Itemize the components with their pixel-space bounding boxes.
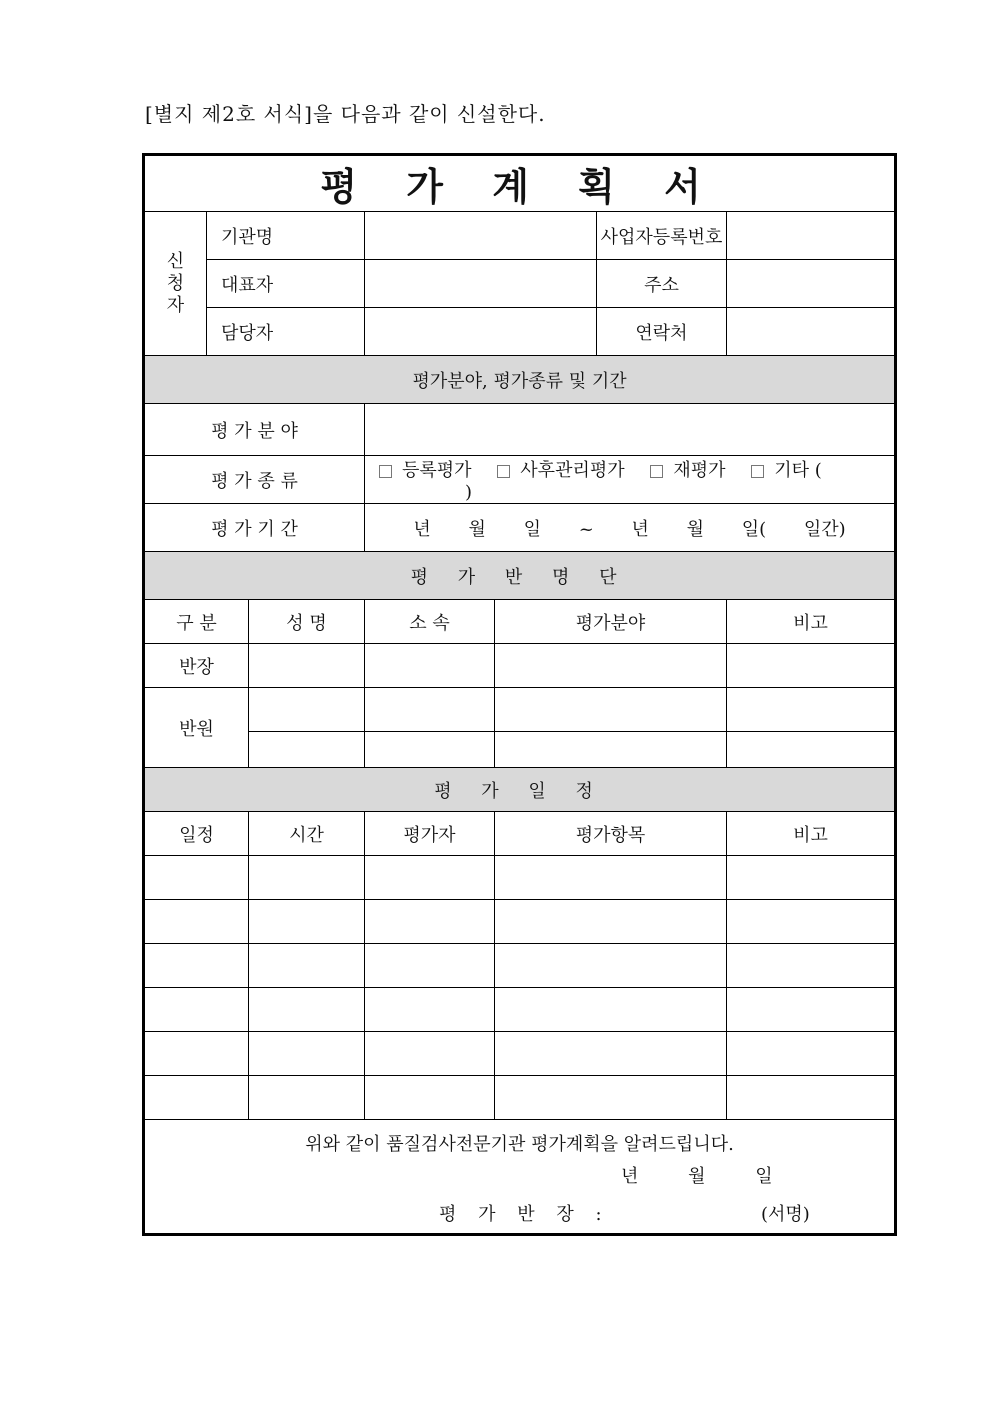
team-cell[interactable] <box>365 644 495 688</box>
schedule-row <box>145 944 895 988</box>
schedule-cell[interactable] <box>495 988 727 1032</box>
schedule-cell[interactable] <box>495 856 727 900</box>
applicant-group-label: 신 청 자 <box>145 212 207 356</box>
signature-mark[interactable]: (서명) <box>760 1204 810 1225</box>
schedule-header: 평 가 일 정 <box>145 768 895 812</box>
team-cell[interactable] <box>365 688 495 732</box>
checkbox-re-evaluation[interactable] <box>650 465 663 478</box>
business-number-label: 사업자등록번호 <box>597 212 727 260</box>
checkbox-other[interactable] <box>751 465 764 478</box>
signer-label: 평 가 반 장 : <box>439 1204 610 1225</box>
schedule-cell[interactable] <box>145 1076 249 1120</box>
option-other-close: ) <box>465 482 473 503</box>
schedule-col-time: 시간 <box>249 812 365 856</box>
schedule-col-date: 일정 <box>145 812 249 856</box>
schedule-cell[interactable] <box>727 856 895 900</box>
schedule-row <box>145 1076 895 1120</box>
schedule-cell[interactable] <box>365 856 495 900</box>
org-name-label: 기관명 <box>207 212 365 260</box>
eval-field-label: 평 가 분 야 <box>145 404 365 456</box>
phone-label: 연락처 <box>597 308 727 356</box>
footer-date[interactable]: 년 월 일 <box>621 1166 773 1187</box>
schedule-cell[interactable] <box>145 988 249 1032</box>
representative-label: 대표자 <box>207 260 365 308</box>
option-post-management: 사후관리평가 <box>520 460 625 481</box>
evaluation-plan-form <box>144 155 895 1234</box>
schedule-row <box>145 900 895 944</box>
schedule-cell[interactable] <box>727 1032 895 1076</box>
org-name-field[interactable] <box>365 212 597 260</box>
option-registration: 등록평가 <box>402 460 472 481</box>
team-col-field: 평가분야 <box>495 600 727 644</box>
schedule-cell[interactable] <box>495 944 727 988</box>
schedule-cell[interactable] <box>727 944 895 988</box>
schedule-cell[interactable] <box>727 988 895 1032</box>
footer-notice: 위와 같이 품질검사전문기관 평가계획을 알려드립니다. <box>305 1134 734 1155</box>
eval-type-options <box>365 456 895 504</box>
schedule-row <box>145 856 895 900</box>
team-col-division: 구 분 <box>145 600 249 644</box>
schedule-cell[interactable] <box>727 900 895 944</box>
footer-signature-line <box>439 1200 810 1226</box>
schedule-col-evaluator: 평가자 <box>365 812 495 856</box>
option-re-evaluation: 재평가 <box>673 460 726 481</box>
team-cell[interactable] <box>727 732 895 768</box>
team-col-note: 비고 <box>727 600 895 644</box>
schedule-cell[interactable] <box>249 988 365 1032</box>
contact-person-label: 담당자 <box>207 308 365 356</box>
team-cell[interactable] <box>249 688 365 732</box>
schedule-cell[interactable] <box>495 1032 727 1076</box>
eval-period-label: 평 가 기 간 <box>145 504 365 552</box>
address-label: 주소 <box>597 260 727 308</box>
team-cell[interactable] <box>727 688 895 732</box>
schedule-cell[interactable] <box>495 900 727 944</box>
team-cell[interactable] <box>249 644 365 688</box>
team-col-affiliation: 소 속 <box>365 600 495 644</box>
form-title: 평 가 계 획 서 <box>145 156 895 212</box>
phone-field[interactable] <box>727 308 895 356</box>
schedule-cell[interactable] <box>249 1076 365 1120</box>
contact-person-field[interactable] <box>365 308 597 356</box>
schedule-cell[interactable] <box>495 1076 727 1120</box>
checkbox-registration[interactable] <box>379 465 392 478</box>
schedule-cell[interactable] <box>365 1076 495 1120</box>
schedule-col-note: 비고 <box>727 812 895 856</box>
schedule-cell[interactable] <box>145 856 249 900</box>
team-leader-label: 반장 <box>145 644 249 688</box>
team-member-label: 반원 <box>145 688 249 768</box>
intro-text: [별지 제2호 서식]을 다음과 같이 신설한다. <box>145 102 546 126</box>
team-cell[interactable] <box>495 644 727 688</box>
team-cell[interactable] <box>365 732 495 768</box>
schedule-cell[interactable] <box>365 988 495 1032</box>
schedule-cell[interactable] <box>145 900 249 944</box>
team-cell[interactable] <box>249 732 365 768</box>
schedule-cell[interactable] <box>249 900 365 944</box>
checkbox-post-management[interactable] <box>497 465 510 478</box>
business-number-field[interactable] <box>727 212 895 260</box>
schedule-cell[interactable] <box>727 1076 895 1120</box>
representative-field[interactable] <box>365 260 597 308</box>
address-field[interactable] <box>727 260 895 308</box>
team-col-name: 성 명 <box>249 600 365 644</box>
eval-type-label: 평 가 종 류 <box>145 456 365 504</box>
schedule-col-item: 평가항목 <box>495 812 727 856</box>
schedule-cell[interactable] <box>365 900 495 944</box>
field-section-header: 평가분야, 평가종류 및 기간 <box>145 356 895 404</box>
eval-field-input[interactable] <box>365 404 895 456</box>
schedule-row <box>145 1032 895 1076</box>
schedule-cell[interactable] <box>249 944 365 988</box>
schedule-cell[interactable] <box>145 1032 249 1076</box>
form-footer <box>145 1120 895 1234</box>
schedule-row <box>145 988 895 1032</box>
eval-period-field[interactable]: 년 월 일 ~ 년 월 일( 일간) <box>365 504 895 552</box>
team-cell[interactable] <box>727 644 895 688</box>
schedule-cell[interactable] <box>145 944 249 988</box>
schedule-cell[interactable] <box>365 1032 495 1076</box>
team-cell[interactable] <box>495 732 727 768</box>
option-other: 기타 ( <box>774 460 822 481</box>
schedule-cell[interactable] <box>249 856 365 900</box>
schedule-cell[interactable] <box>249 1032 365 1076</box>
team-header: 평 가 반 명 단 <box>145 552 895 600</box>
team-cell[interactable] <box>495 688 727 732</box>
schedule-cell[interactable] <box>365 944 495 988</box>
